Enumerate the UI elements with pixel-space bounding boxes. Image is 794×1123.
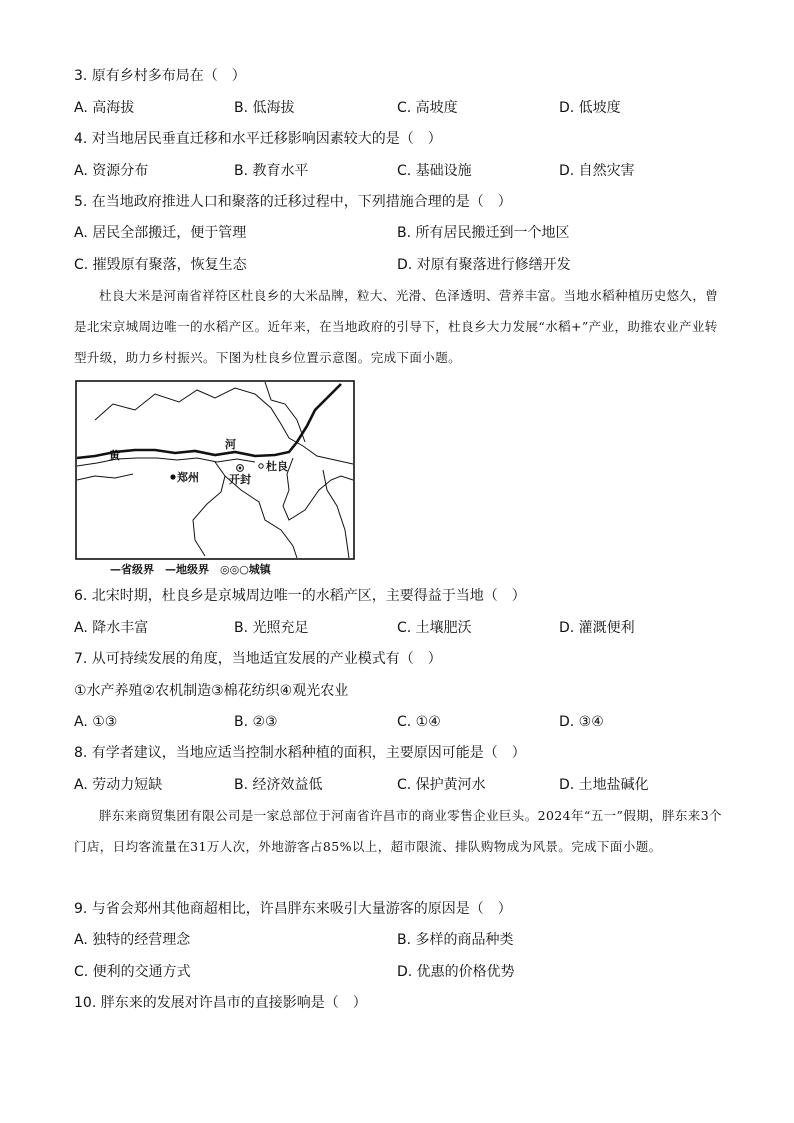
- map-legend: —省级界 —地级界 ◎◎○城镇: [110, 563, 271, 576]
- q6-option-a: A. 降水丰富: [74, 620, 149, 636]
- q6-option-d: D. 灌溉便利: [559, 620, 635, 636]
- q5-option-a: A. 居民全部搬迁，便于管理: [74, 225, 247, 241]
- q5-option-d: D. 对原有聚落进行修缮开发: [397, 257, 571, 273]
- q5-option-c: C. 摧毁原有聚落，恢复生态: [74, 257, 247, 273]
- question-10-stem: 10. 胖东来的发展对许昌市的直接影响是（ ）: [74, 995, 367, 1011]
- q3-option-a: A. 高海拔: [74, 100, 135, 116]
- q9-option-c: C. 便利的交通方式: [74, 964, 191, 980]
- map-label-zhengzhou: 郑州: [177, 471, 199, 484]
- q7-option-b: B. ②③: [234, 714, 278, 730]
- map-label-huang: 黄: [109, 449, 120, 462]
- q9-option-b: B. 多样的商品种类: [397, 932, 514, 948]
- kaifeng-city-marker-dot: [239, 467, 242, 470]
- question-5-stem: 5. 在当地政府推进人口和聚落的迁移过程中，下列措施合理的是（ ）: [74, 194, 512, 210]
- q3-option-c: C. 高坡度: [397, 100, 458, 116]
- zhengzhou-city-marker: [170, 474, 175, 479]
- q4-option-c: C. 基础设施: [397, 163, 472, 179]
- q7-option-a: A. ①③: [74, 714, 118, 730]
- q3-option-b: B. 低海拔: [234, 100, 295, 116]
- q6-option-b: B. 光照充足: [234, 620, 309, 636]
- map-label-he: 河: [225, 438, 236, 451]
- q5-option-b: B. 所有居民搬迁到一个地区: [397, 225, 570, 241]
- q3-option-d: D. 低坡度: [559, 100, 621, 116]
- q8-option-b: B. 经济效益低: [234, 777, 323, 793]
- q4-option-a: A. 资源分布: [74, 163, 149, 179]
- q7-option-c: C. ①④: [397, 714, 441, 730]
- question-8-stem: 8. 有学者建议，当地应适当控制水稻种植的面积，主要原因可能是（ ）: [74, 745, 526, 761]
- q8-option-a: A. 劳动力短缺: [74, 777, 163, 793]
- question-6-stem: 6. 北宋时期，杜良乡是京城周边唯一的水稻产区，主要得益于当地（ ）: [74, 588, 526, 604]
- q4-option-d: D. 自然灾害: [559, 163, 635, 179]
- question-7-items: ①水产养殖②农机制造③棉花纺织④观光农业: [74, 683, 349, 699]
- q9-option-a: A. 独特的经营理念: [74, 932, 191, 948]
- q4-option-b: B. 教育水平: [234, 163, 309, 179]
- map-frame: [76, 381, 354, 559]
- question-9-stem: 9. 与省会郑州其他商超相比，许昌胖东来吸引大量游客的原因是（ ）: [74, 901, 512, 917]
- duliang-location-map: [75, 380, 355, 560]
- map-label-kaifeng: 开封: [229, 473, 251, 486]
- question-7-stem: 7. 从可持续发展的角度，当地适宜发展的产业模式有（ ）: [74, 651, 442, 667]
- question-3-stem: 3. 原有乡村多布局在（ ）: [74, 68, 246, 84]
- passage-pangdonglai: 胖东来商贸集团有限公司是一家总部位于河南省许昌市的商业零售企业巨头。2024年“五一”假期，胖东来3个门店，日均客流量在31万人次，外地游客占85%以上，超市限流、排队购物成为风景。完成下面小题。: [74, 808, 722, 854]
- q9-option-d: D. 优惠的价格优势: [397, 964, 515, 980]
- q7-option-d: D. ③④: [559, 714, 604, 730]
- question-4-stem: 4. 对当地居民垂直迁移和水平迁移影响因素较大的是（ ）: [74, 131, 442, 147]
- q8-option-c: C. 保护黄河水: [397, 777, 486, 793]
- passage-duliang-rice: 杜良大米是河南省祥符区杜良乡的大米品牌，粒大、光滑、色泽透明、营养丰富。当地水稻种植历史悠久，曾是北宋京城周边唯一的水稻产区。近年来，在当地政府的引导下，杜良乡大力发展“水稻+”产业，助推农业产业转型升级，助力乡村振兴。下图为杜良乡位置示意图。完成下面小题。: [74, 288, 719, 365]
- q6-option-c: C. 土壤肥沃: [397, 620, 472, 636]
- q8-option-d: D. 土地盐碱化: [559, 777, 649, 793]
- map-label-duliang: 杜良: [266, 460, 288, 473]
